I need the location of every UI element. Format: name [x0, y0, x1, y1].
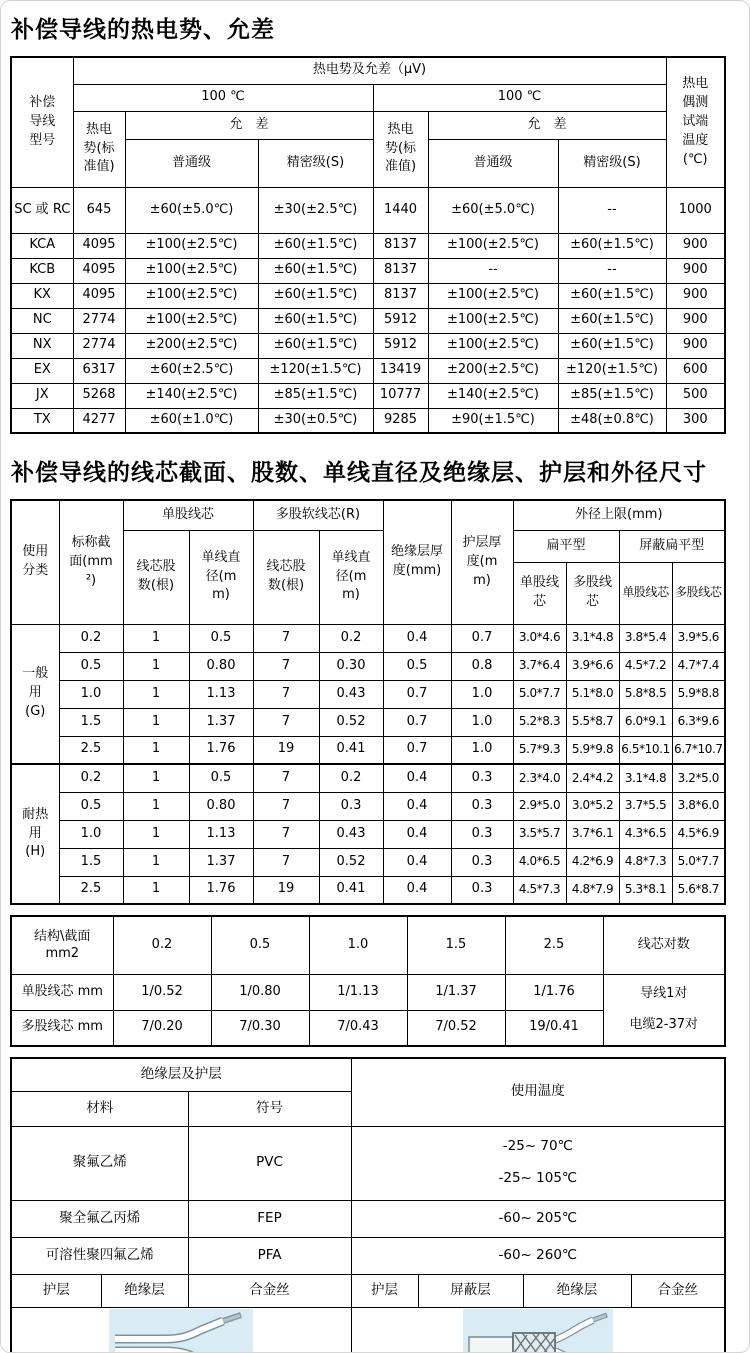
value-cell: 4095 [73, 258, 125, 283]
value-cell: ±100(±2.5℃) [428, 283, 558, 308]
value-cell: 7 [253, 820, 319, 848]
header-od-limit: 外径上限(mm) [513, 500, 725, 530]
header-flat-type: 扁平型 [513, 530, 619, 562]
value-cell: ±140(±2.5℃) [125, 383, 258, 408]
value-cell: 2.5 [59, 876, 123, 904]
wire-type-cell: EX [11, 358, 73, 383]
page-title-2: 补偿导线的线芯截面、股数、单线直径及绝缘层、护层和外径尺寸 [11, 460, 707, 486]
value-cell: 5.1*8.0 [566, 680, 619, 708]
value-cell: 0.52 [319, 708, 383, 736]
value-cell: 6.7*10.7 [672, 736, 725, 764]
value-cell: 6317 [73, 358, 125, 383]
value-cell: 3.0*4.6 [513, 624, 566, 652]
value-cell: 0.3 [451, 820, 513, 848]
value-cell: 1 [123, 708, 189, 736]
value-cell: 1 [123, 736, 189, 764]
symbol-cell: FEP [188, 1200, 351, 1237]
wire-type-cell: KCA [11, 233, 73, 258]
value-cell: 19 [253, 736, 319, 764]
wire-type-cell: NC [11, 308, 73, 333]
section-header: 0.2 [113, 916, 211, 974]
value-cell: 0.80 [189, 792, 253, 820]
value-cell: 7/0.20 [113, 1010, 211, 1046]
table-row [11, 680, 725, 708]
header-emf-group: 热电势及允差（μV) [73, 57, 666, 84]
flat-wire-cell [11, 1307, 351, 1353]
table-row [11, 258, 725, 283]
value-cell: 7 [253, 652, 319, 680]
header-od-multi-1: 多股线芯 [566, 562, 619, 624]
material-cell: 可溶性聚四氟乙烯 [11, 1237, 188, 1274]
value-cell: 0.52 [319, 848, 383, 876]
value-cell: ±100(±2.5℃) [428, 333, 558, 358]
value-cell: ±60(±2.5℃) [125, 358, 258, 383]
value-cell: 1.13 [189, 820, 253, 848]
value-cell: ±60(±1.5℃) [558, 283, 666, 308]
value-cell: 5.5*8.7 [566, 708, 619, 736]
wire-type-cell: JX [11, 383, 73, 408]
value-cell: 600 [666, 358, 725, 383]
table-row [11, 283, 725, 308]
value-cell: 1 [123, 848, 189, 876]
value-cell: ±90(±1.5℃) [428, 408, 558, 433]
value-cell: 8137 [373, 283, 428, 308]
value-cell: ±200(±2.5℃) [428, 358, 558, 383]
value-cell: 4.8*7.9 [566, 876, 619, 904]
value-cell: 5.6*8.7 [672, 876, 725, 904]
value-cell: 500 [666, 383, 725, 408]
value-cell: 0.3 [451, 764, 513, 792]
value-cell: ±100(±2.5℃) [428, 308, 558, 333]
value-cell: ±30(±0.5℃) [258, 408, 373, 433]
value-cell: 1/1.37 [407, 974, 505, 1010]
value-cell: 7 [253, 708, 319, 736]
header-material: 材料 [11, 1091, 188, 1126]
value-cell: 1/1.76 [505, 974, 603, 1010]
value-cell: 8137 [373, 233, 428, 258]
value-cell: ±60(±1.5℃) [258, 308, 373, 333]
value-cell: 0.7 [451, 624, 513, 652]
value-cell: 2.5 [59, 736, 123, 764]
value-cell: 0.2 [319, 624, 383, 652]
header-precision-2: 精密级(S) [558, 139, 666, 187]
value-cell: 19/0.41 [505, 1010, 603, 1046]
value-cell: ±30(±2.5℃) [258, 187, 373, 233]
table-row [11, 1126, 725, 1200]
value-cell: ±100(±2.5℃) [125, 283, 258, 308]
header-wire-type: 补偿导线型号 [11, 57, 73, 187]
wire-type-cell: KX [11, 283, 73, 308]
value-cell: 0.7 [383, 708, 451, 736]
corner-cell: 结构\截面 mm2 [11, 916, 113, 974]
value-cell: 3.9*5.6 [672, 624, 725, 652]
value-cell: 900 [666, 333, 725, 358]
value-cell: 6.0*9.1 [619, 708, 672, 736]
value-cell: 1/1.13 [309, 974, 407, 1010]
value-cell: ±60(±1.5℃) [258, 233, 373, 258]
table-row [11, 736, 725, 764]
table-row [11, 974, 725, 1010]
value-cell: 1 [123, 624, 189, 652]
legend-sheath: 护层 [11, 1274, 101, 1307]
value-cell: 4.5*7.3 [513, 876, 566, 904]
value-cell: 0.8 [451, 652, 513, 680]
value-cell: 0.5 [383, 652, 451, 680]
wire-type-cell: NX [11, 333, 73, 358]
header-multi-core: 多股软线芯(R) [253, 500, 383, 530]
table-row [11, 916, 725, 974]
legend-shield: 屏蔽层 [418, 1274, 523, 1307]
value-cell: 3.8*6.0 [672, 792, 725, 820]
header-precision-1: 精密级(S) [258, 139, 373, 187]
row-label: 多股线芯 mm [11, 1010, 113, 1046]
table-row [11, 111, 725, 139]
value-cell: 1 [123, 652, 189, 680]
table-row [11, 1274, 725, 1307]
header-test-temp: 热电偶测试端温度(℃) [666, 57, 725, 187]
value-cell: 1.0 [59, 680, 123, 708]
table-row [11, 187, 725, 233]
value-cell: 0.5 [59, 792, 123, 820]
value-cell: 3.0*5.2 [566, 792, 619, 820]
value-cell: 0.7 [383, 680, 451, 708]
header-tolerance-1: 允 差 [125, 111, 373, 139]
value-cell: 0.3 [319, 792, 383, 820]
flat-wire-illustration [109, 1309, 253, 1353]
value-cell: 1.76 [189, 736, 253, 764]
section-header: 1.0 [309, 916, 407, 974]
value-cell: 0.4 [383, 764, 451, 792]
value-cell: 0.4 [383, 848, 451, 876]
value-cell: ±120(±1.5℃) [258, 358, 373, 383]
table-row [11, 308, 725, 333]
value-cell: 7/0.30 [211, 1010, 309, 1046]
value-cell: 4.7*7.4 [672, 652, 725, 680]
value-cell: 1 [123, 680, 189, 708]
value-cell: 7/0.43 [309, 1010, 407, 1046]
value-cell: 4095 [73, 283, 125, 308]
value-cell: ±60(±1.5℃) [558, 233, 666, 258]
value-cell: 0.41 [319, 736, 383, 764]
value-cell: 5912 [373, 333, 428, 358]
value-cell: 2774 [73, 333, 125, 358]
header-od-single-2: 单股线芯 [619, 562, 672, 624]
header-single-core: 单股线芯 [123, 500, 253, 530]
value-cell: ±60(±1.5℃) [258, 258, 373, 283]
value-cell: 5912 [373, 308, 428, 333]
value-cell: 1.0 [451, 708, 513, 736]
value-cell: 0.2 [319, 764, 383, 792]
value-cell: 3.7*5.5 [619, 792, 672, 820]
table-row [11, 820, 725, 848]
header-insulation-sheath: 绝缘层及护层 [11, 1058, 351, 1091]
value-cell: 900 [666, 283, 725, 308]
value-cell: 8137 [373, 258, 428, 283]
header-strand-count-2: 线芯股数(根) [253, 530, 319, 624]
value-cell: 0.43 [319, 680, 383, 708]
value-cell: ±60(±1.0℃) [125, 408, 258, 433]
legend-alloy-wire: 合金丝 [188, 1274, 351, 1307]
table-row [11, 1058, 725, 1091]
value-cell: 0.80 [189, 652, 253, 680]
value-cell: 4.5*7.2 [619, 652, 672, 680]
legend-alloy-wire: 合金丝 [631, 1274, 725, 1307]
wire-type-cell: SC 或 RC [11, 187, 73, 233]
shielded-wire-illustration [463, 1309, 613, 1353]
value-cell: 6.5*10.1 [619, 736, 672, 764]
value-cell: 1.5 [59, 848, 123, 876]
value-cell: 1.0 [451, 680, 513, 708]
header-symbol: 符号 [188, 1091, 351, 1126]
value-cell: 0.2 [59, 764, 123, 792]
value-cell: 4.5*6.9 [672, 820, 725, 848]
wire-type-cell: TX [11, 408, 73, 433]
value-cell: 2.9*5.0 [513, 792, 566, 820]
value-cell: 5268 [73, 383, 125, 408]
table-row [11, 358, 725, 383]
value-cell: 3.7*6.4 [513, 652, 566, 680]
value-cell: 1000 [666, 187, 725, 233]
value-cell: 900 [666, 308, 725, 333]
table-row [11, 1307, 725, 1353]
temp-cell: -25~ 70℃ -25~ 105℃ [351, 1126, 725, 1200]
header-emf-std-1: 热电势(标准值) [73, 111, 125, 187]
value-cell: 1.0 [59, 820, 123, 848]
value-cell: 13419 [373, 358, 428, 383]
value-cell: 0.41 [319, 876, 383, 904]
value-cell: 1/0.52 [113, 974, 211, 1010]
value-cell: 0.3 [451, 876, 513, 904]
value-cell: 5.0*7.7 [672, 848, 725, 876]
header-shielded-flat-type: 屏蔽扁平型 [619, 530, 725, 562]
header-temp-2: 100 ℃ [373, 84, 666, 111]
value-cell: 3.9*6.6 [566, 652, 619, 680]
header-ordinary-2: 普通级 [428, 139, 558, 187]
value-cell: 4.2*6.9 [566, 848, 619, 876]
table-row [11, 84, 725, 111]
value-cell: 7 [253, 848, 319, 876]
value-cell: 5.2*8.3 [513, 708, 566, 736]
table-row [11, 764, 725, 792]
value-cell: 2.4*4.2 [566, 764, 619, 792]
value-cell: 7 [253, 680, 319, 708]
header-insulation: 绝缘层厚度(mm) [383, 500, 451, 624]
value-cell: ±60(±1.5℃) [258, 333, 373, 358]
value-cell: 300 [666, 408, 725, 433]
value-cell: 0.43 [319, 820, 383, 848]
insulation-sheath-table [10, 1057, 726, 1353]
value-cell: 7 [253, 764, 319, 792]
value-cell: 19 [253, 876, 319, 904]
table-row [11, 792, 725, 820]
value-cell: 10777 [373, 383, 428, 408]
value-cell: 2774 [73, 308, 125, 333]
value-cell: ±60(±5.0℃) [428, 187, 558, 233]
legend-sheath: 护层 [351, 1274, 418, 1307]
value-cell: 2.3*4.0 [513, 764, 566, 792]
value-cell: ±60(±1.5℃) [558, 333, 666, 358]
use-class-cell: 一般用(G) [11, 624, 59, 764]
value-cell: ±60(±1.5℃) [558, 308, 666, 333]
value-cell: 3.2*5.0 [672, 764, 725, 792]
value-cell: 0.5 [59, 652, 123, 680]
value-cell: -- [558, 187, 666, 233]
header-emf-std-2: 热电势(标准值) [373, 111, 428, 187]
value-cell: 4.8*7.3 [619, 848, 672, 876]
section-header: 2.5 [505, 916, 603, 974]
value-cell: 4.0*6.5 [513, 848, 566, 876]
value-cell: 5.3*8.1 [619, 876, 672, 904]
table-row [11, 876, 725, 904]
section-header: 1.5 [407, 916, 505, 974]
header-wire-dia-2: 单线直径(mm) [319, 530, 383, 624]
value-cell: ±85(±1.5℃) [258, 383, 373, 408]
value-cell: -- [428, 258, 558, 283]
value-cell: 4095 [73, 233, 125, 258]
value-cell: ±60(±5.0℃) [125, 187, 258, 233]
value-cell: 1.37 [189, 848, 253, 876]
value-cell: 0.4 [383, 792, 451, 820]
value-cell: 1.0 [451, 736, 513, 764]
table-row [11, 652, 725, 680]
value-cell: 4277 [73, 408, 125, 433]
temp-cell: -60~ 260℃ [351, 1237, 725, 1274]
value-cell: 4.3*6.5 [619, 820, 672, 848]
table-row [11, 708, 725, 736]
value-cell: 7 [253, 792, 319, 820]
value-cell: 3.1*4.8 [566, 624, 619, 652]
value-cell: 5.0*7.7 [513, 680, 566, 708]
value-cell: 1.13 [189, 680, 253, 708]
header-strand-count-1: 线芯股数(根) [123, 530, 189, 624]
header-od-single-1: 单股线芯 [513, 562, 566, 624]
value-cell: 1 [123, 792, 189, 820]
value-cell: 0.3 [451, 848, 513, 876]
page-title: 补偿导线的热电势、允差 [11, 17, 275, 43]
header-nominal-section: 标称截面(mm²) [59, 500, 123, 624]
value-cell: ±140(±2.5℃) [428, 383, 558, 408]
value-cell: ±48(±0.8℃) [558, 408, 666, 433]
value-cell: 6.3*9.6 [672, 708, 725, 736]
value-cell: 7/0.52 [407, 1010, 505, 1046]
symbol-cell: PVC [188, 1126, 351, 1200]
value-cell: 1 [123, 764, 189, 792]
table-row [11, 500, 725, 530]
value-cell: 3.7*6.1 [566, 820, 619, 848]
table-row [11, 1200, 725, 1237]
value-cell: 0.3 [451, 792, 513, 820]
material-cell: 聚全氟乙丙烯 [11, 1200, 188, 1237]
emf-tolerance-table [10, 56, 726, 434]
header-temp-1: 100 ℃ [73, 84, 373, 111]
value-cell: ±60(±1.5℃) [258, 283, 373, 308]
value-cell: 0.30 [319, 652, 383, 680]
value-cell: 3.1*4.8 [619, 764, 672, 792]
value-cell: 645 [73, 187, 125, 233]
value-cell: 0.4 [383, 876, 451, 904]
value-cell: 0.4 [383, 820, 451, 848]
header-sheath: 护层厚度(mm) [451, 500, 513, 624]
value-cell: 900 [666, 258, 725, 283]
value-cell: 1 [123, 876, 189, 904]
value-cell: ±100(±2.5℃) [125, 233, 258, 258]
value-cell: 0.5 [189, 624, 253, 652]
value-cell: 9285 [373, 408, 428, 433]
value-cell: 1/0.80 [211, 974, 309, 1010]
value-cell: 1.76 [189, 876, 253, 904]
value-cell: 1.37 [189, 708, 253, 736]
value-cell: ±85(±1.5℃) [558, 383, 666, 408]
value-cell: 0.2 [59, 624, 123, 652]
value-cell: -- [558, 258, 666, 283]
shielded-wire-cell [351, 1307, 725, 1353]
legend-insulation: 绝缘层 [101, 1274, 188, 1307]
value-cell: 900 [666, 233, 725, 258]
structure-section-table [10, 915, 726, 1047]
value-cell: 5.8*8.5 [619, 680, 672, 708]
header-od-multi-2: 多股线芯 [672, 562, 725, 624]
value-cell: 5.9*8.8 [672, 680, 725, 708]
table-row [11, 233, 725, 258]
material-cell: 聚氟乙烯 [11, 1126, 188, 1200]
value-cell: 0.5 [189, 764, 253, 792]
value-cell: ±120(±1.5℃) [558, 358, 666, 383]
header-wire-dia-1: 单线直径(mm) [189, 530, 253, 624]
use-class-cell: 耐热用(H) [11, 764, 59, 904]
wire-type-cell: KCB [11, 258, 73, 283]
value-cell: 1440 [373, 187, 428, 233]
pairs-cell: 导线1对 电缆2-37对 [603, 974, 725, 1046]
temp-cell: -60~ 205℃ [351, 1200, 725, 1237]
value-cell: ±200(±2.5℃) [125, 333, 258, 358]
value-cell: 0.4 [383, 624, 451, 652]
value-cell: ±100(±2.5℃) [125, 258, 258, 283]
header-tolerance-2: 允 差 [428, 111, 666, 139]
value-cell: 1 [123, 820, 189, 848]
legend-insulation: 绝缘层 [523, 1274, 631, 1307]
header-ordinary-1: 普通级 [125, 139, 258, 187]
value-cell: 7 [253, 624, 319, 652]
value-cell: 3.8*5.4 [619, 624, 672, 652]
table-row [11, 1237, 725, 1274]
header-use-temp: 使用温度 [351, 1058, 725, 1126]
value-cell: 5.7*9.3 [513, 736, 566, 764]
row-label: 单股线芯 mm [11, 974, 113, 1010]
value-cell: 1.5 [59, 708, 123, 736]
value-cell: 5.9*9.8 [566, 736, 619, 764]
core-dimension-table [10, 499, 726, 905]
table-row [11, 624, 725, 652]
table-row [11, 848, 725, 876]
value-cell: ±100(±2.5℃) [125, 308, 258, 333]
pairs-header: 线芯对数 [603, 916, 725, 974]
value-cell: 3.5*5.7 [513, 820, 566, 848]
symbol-cell: PFA [188, 1237, 351, 1274]
table-row [11, 333, 725, 358]
value-cell: 0.7 [383, 736, 451, 764]
section-header: 0.5 [211, 916, 309, 974]
table-row [11, 408, 725, 433]
header-use-class: 使用分类 [11, 500, 59, 624]
table-row [11, 57, 725, 84]
table-row [11, 383, 725, 408]
value-cell: ±100(±2.5℃) [428, 233, 558, 258]
